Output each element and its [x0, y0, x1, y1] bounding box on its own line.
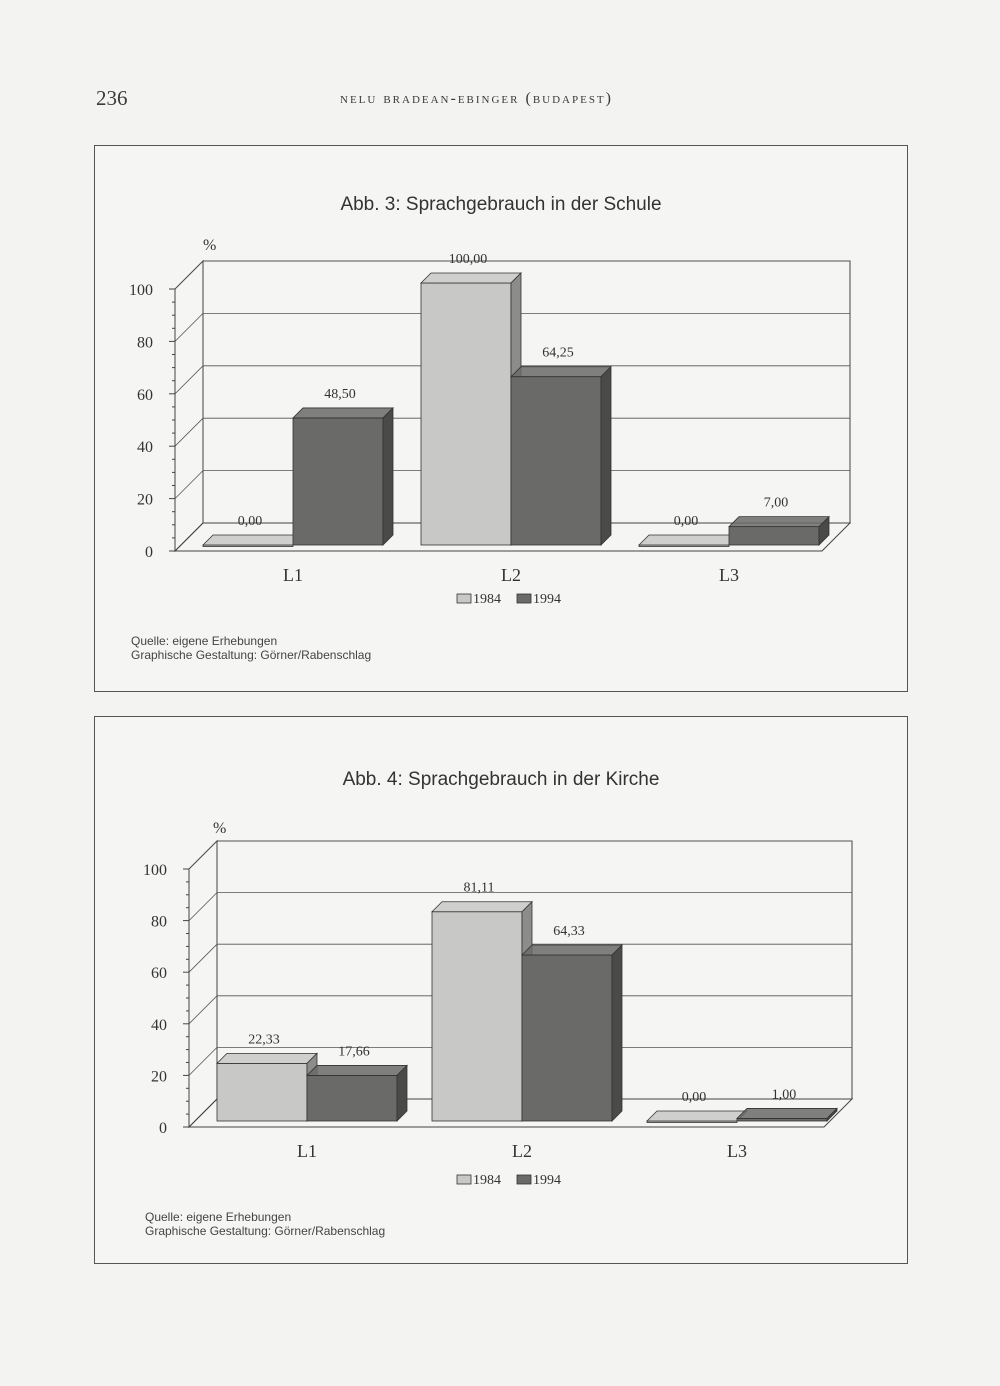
- bar-top: [639, 535, 739, 545]
- bar-side: [612, 945, 622, 1121]
- data-label: 17,66: [338, 1044, 370, 1060]
- x-tick-label: L3: [719, 565, 739, 585]
- bar-front: [522, 955, 612, 1121]
- data-label: 64,25: [542, 345, 574, 361]
- data-label: 1,00: [771, 1087, 797, 1103]
- bar-top: [737, 1108, 837, 1118]
- bar-top: [217, 1053, 317, 1063]
- y-tick-label: 100: [143, 862, 167, 879]
- chart-kirche: [95, 717, 907, 1263]
- bar-front: [293, 418, 383, 545]
- y-tick-label: 40: [137, 439, 153, 457]
- figure-abb-3: [94, 145, 908, 692]
- gridline: [189, 841, 852, 869]
- data-label: 100,00: [448, 252, 488, 267]
- bar-front: [729, 527, 819, 545]
- bar-top: [421, 273, 521, 283]
- bar-top: [293, 408, 393, 418]
- y-tick-label: 0: [159, 1120, 167, 1137]
- x-tick-label: L1: [297, 1141, 317, 1161]
- side-wall: [175, 261, 203, 551]
- legend-swatch: [517, 1175, 531, 1184]
- bar-side: [383, 408, 393, 545]
- bar-front: [511, 377, 601, 545]
- legend-label: 1994: [533, 1173, 561, 1188]
- bar-side: [601, 367, 611, 545]
- data-label: 22,33: [248, 1032, 280, 1048]
- legend-swatch: [457, 594, 471, 603]
- data-label: 0,00: [673, 514, 699, 529]
- y-tick-label: 0: [145, 544, 153, 561]
- chart-schule: [95, 146, 907, 691]
- x-tick-label: L3: [727, 1141, 747, 1161]
- y-tick-label: 20: [137, 491, 153, 509]
- figure-notes: [131, 634, 371, 662]
- legend-swatch: [457, 1175, 471, 1184]
- bar-front: [217, 1063, 307, 1121]
- legend-label: 1994: [533, 592, 561, 607]
- bar-top: [729, 517, 829, 527]
- y-tick-label: 60: [151, 965, 167, 983]
- bar-top: [432, 902, 532, 912]
- page-number: 236: [96, 86, 128, 110]
- y-tick-label: 40: [151, 1016, 167, 1034]
- bar-front: [421, 283, 511, 545]
- x-tick-label: L2: [501, 565, 521, 585]
- legend-label: 1984: [473, 592, 501, 607]
- y-tick-label: 80: [151, 913, 167, 931]
- bar-top: [511, 367, 611, 377]
- legend-swatch: [517, 594, 531, 603]
- x-tick-label: L2: [512, 1141, 532, 1161]
- legend-label: 1984: [473, 1173, 501, 1188]
- side-wall: [189, 841, 217, 1127]
- bar-top: [203, 535, 303, 545]
- source-note: Quelle: eigene Erhebungen: [131, 634, 278, 648]
- data-label: 7,00: [763, 495, 789, 511]
- figure-abb-4: [94, 716, 908, 1264]
- y-tick-label: 80: [137, 334, 153, 352]
- y-axis-label: %: [213, 820, 227, 837]
- bar-front: [307, 1075, 397, 1121]
- data-label: 48,50: [324, 386, 356, 402]
- data-label: 64,33: [553, 924, 585, 940]
- bar-front: [432, 912, 522, 1121]
- source-note: Quelle: eigene Erhebungen: [145, 1210, 292, 1224]
- data-label: 0,00: [237, 514, 263, 529]
- chart-title: Abb. 3: Sprachgebrauch in der Schule: [340, 194, 662, 215]
- figure-notes: [145, 1210, 385, 1238]
- running-head: nelu bradean-ebinger (budapest): [340, 90, 613, 107]
- y-tick-label: 100: [129, 282, 153, 299]
- y-tick-label: 20: [151, 1068, 167, 1086]
- chart-title: Abb. 4: Sprachgebrauch in der Kirche: [342, 769, 660, 790]
- design-note: Graphische Gestaltung: Görner/Rabenschlag: [145, 1224, 386, 1238]
- x-tick-label: L1: [283, 565, 303, 585]
- bar-top: [522, 945, 622, 955]
- bar-top: [307, 1065, 407, 1075]
- bar-top: [647, 1111, 747, 1121]
- data-label: 81,11: [463, 880, 495, 896]
- y-axis-label: %: [203, 237, 217, 254]
- data-label: 0,00: [681, 1090, 707, 1105]
- bar-side: [397, 1065, 407, 1121]
- design-note: Graphische Gestaltung: Görner/Rabenschlag: [131, 648, 372, 662]
- y-tick-label: 60: [137, 386, 153, 404]
